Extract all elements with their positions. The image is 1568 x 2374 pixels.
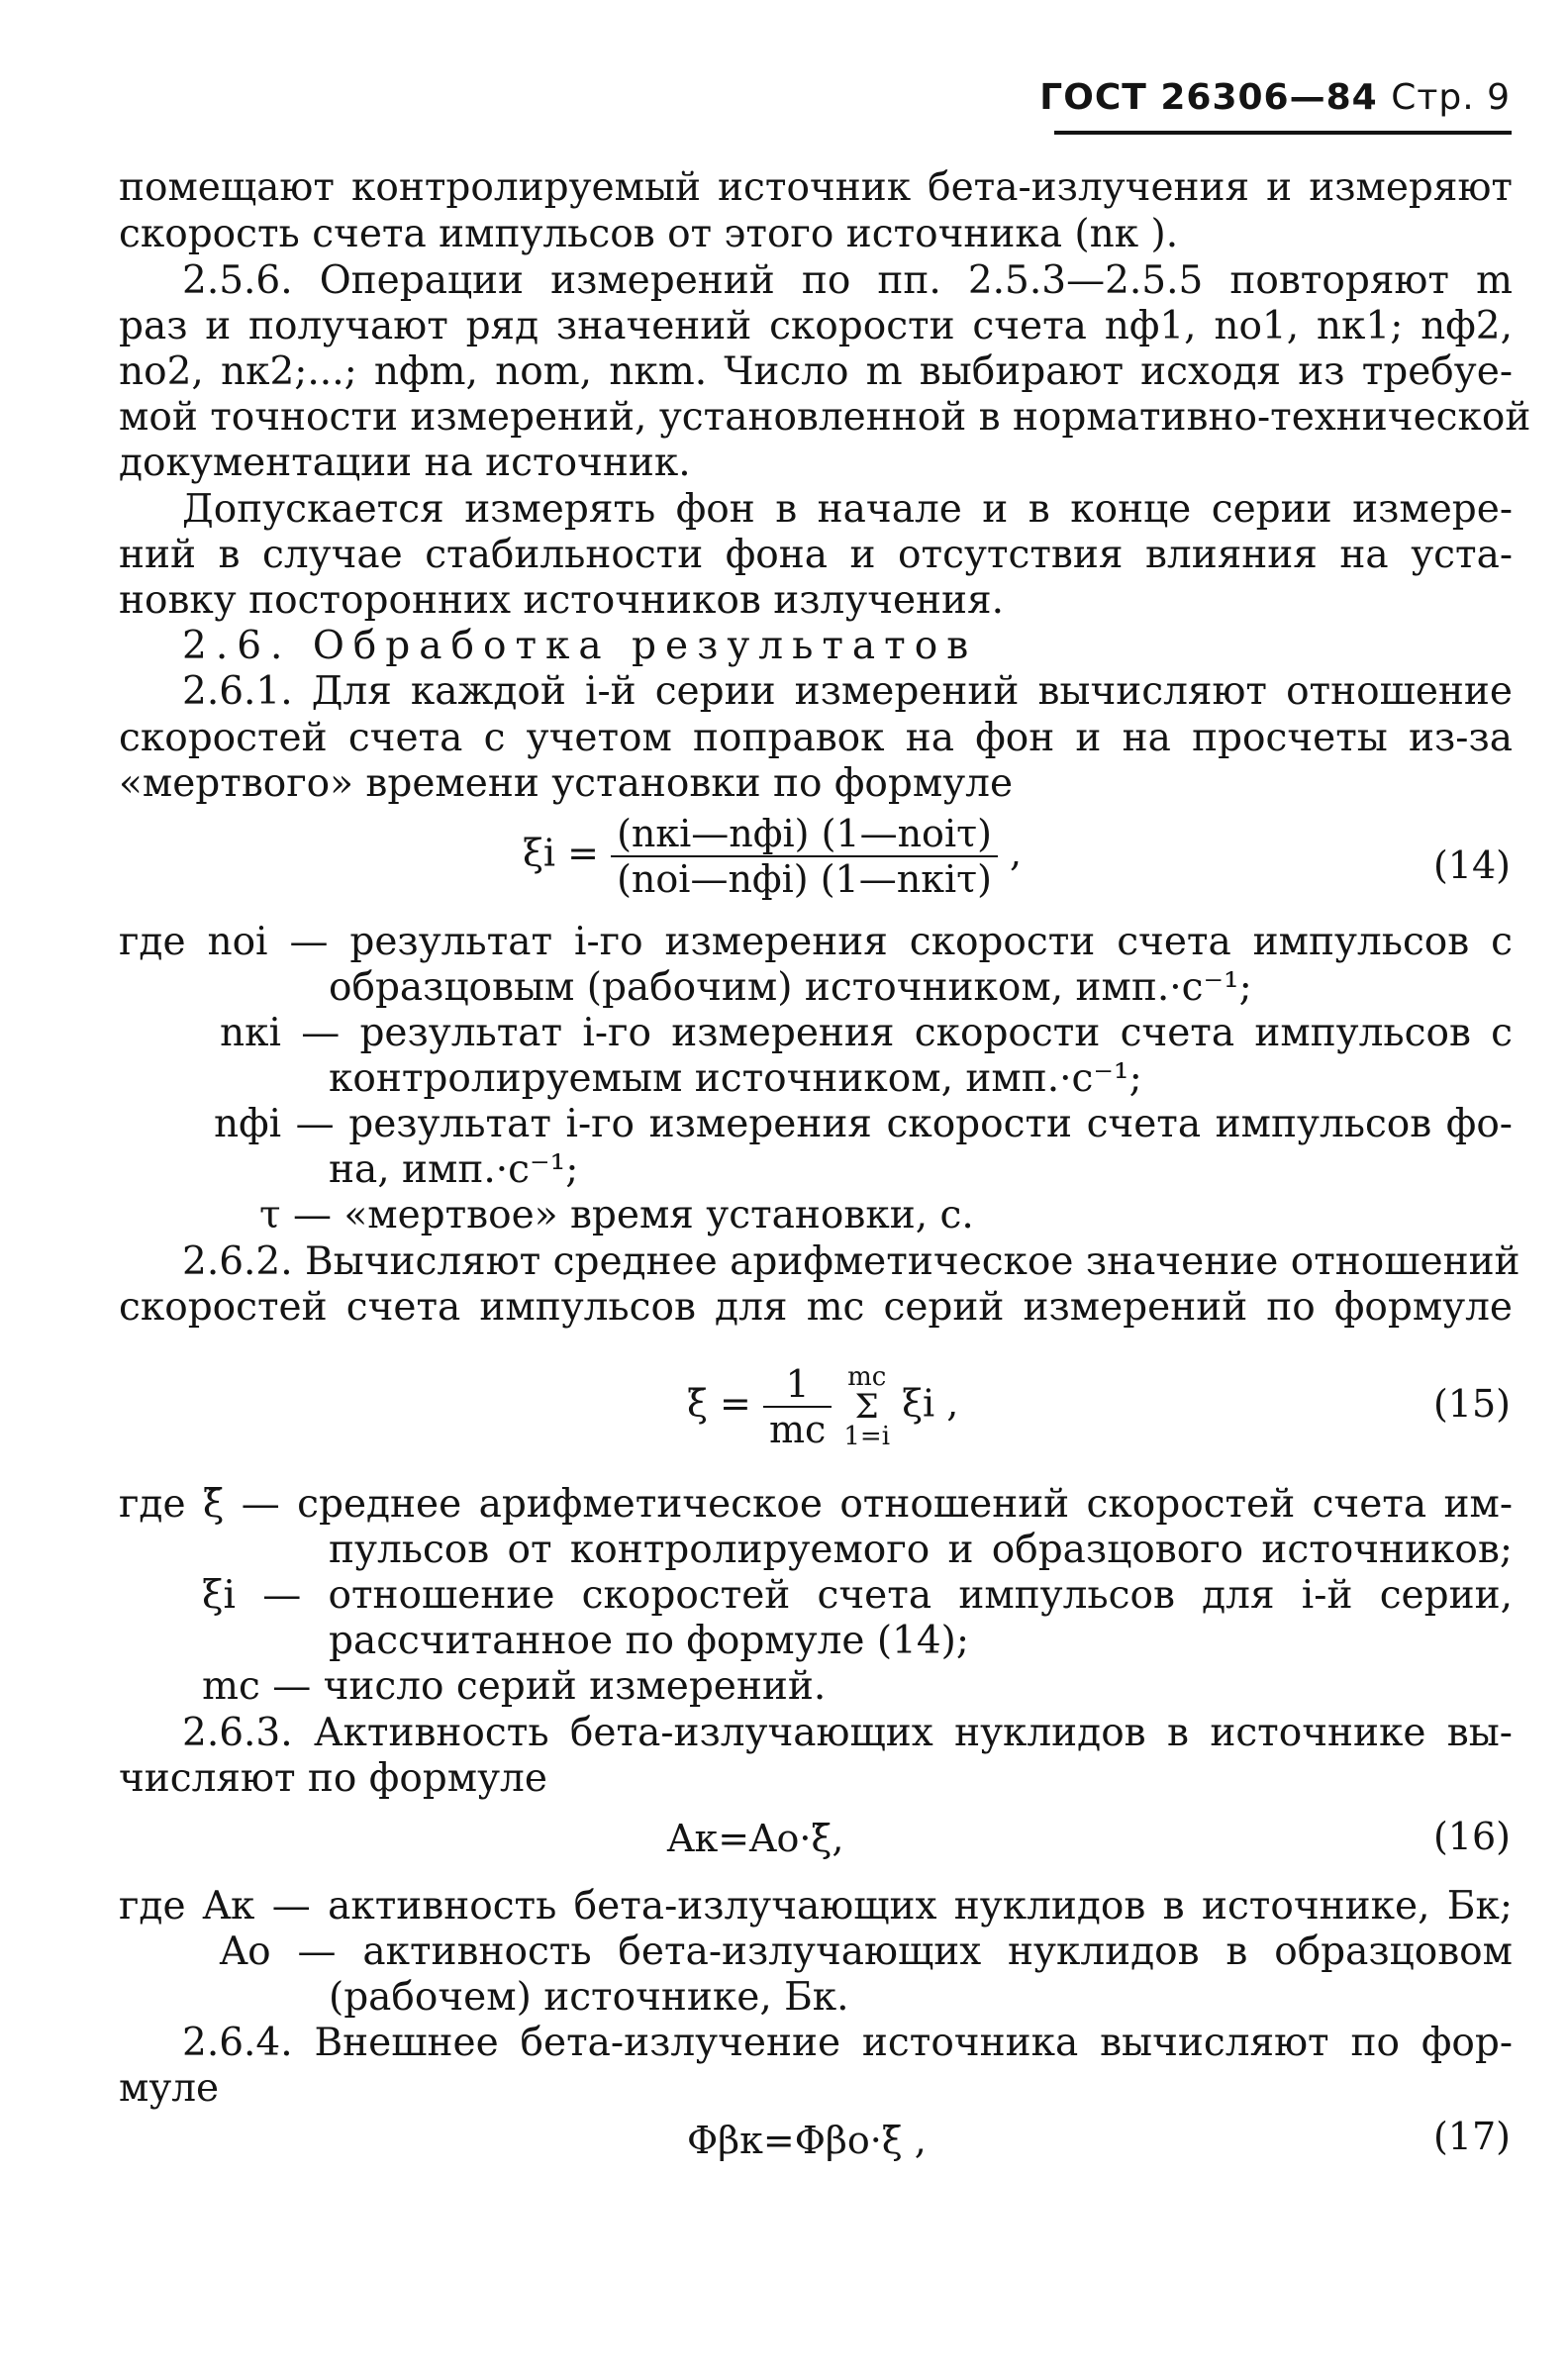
definition-line: где Aк — активность бета-излучающих нуклидов в источнике, Бк; (119, 1884, 1513, 1929)
definition-line: рассчитанное по формуле (14); (329, 1619, 970, 1663)
formula-15-numerator: 1 (763, 1362, 832, 1408)
equation-number-17: (17) (1432, 2115, 1511, 2158)
page-header (1039, 77, 1511, 118)
formula-15-fraction (763, 1362, 832, 1451)
formula-14-lhs: ξi = (523, 831, 600, 875)
formula-14-denominator: (nоi—nфi) (1—nкiτ) (617, 857, 992, 901)
formula-16: Aк=Aо·ξ̄, (667, 1817, 844, 1860)
text-line: 2.6.1. Для каждой i-й серии измерений вычисляют отношение (182, 669, 1513, 714)
definition-line: mс — число серий измерений. (202, 1664, 827, 1709)
formula-17: Φβк=Φβо·ξ̄ , (687, 2119, 927, 2162)
definition-line: (рабочем) источнике, Бк. (329, 1975, 849, 2020)
text-line: мой точности измерений, установленной в нормативно-технической (119, 395, 1531, 440)
formula-14-tail: , (1010, 831, 1023, 875)
equation-number-16: (16) (1432, 1815, 1511, 1858)
equation-number-15: (15) (1432, 1382, 1511, 1426)
text-line: документации на источник. (119, 441, 691, 485)
definition-line: где ξ̄ — среднее арифметическое отношений скоростей счета им- (119, 1482, 1513, 1527)
text-line: новку посторонних источников излучения. (119, 578, 1005, 623)
text-line: 2.5.6. Операции измерений по пп. 2.5.3—2.5.5 повторяют m (182, 258, 1513, 303)
definition-line: где nоi — результат i-го измерения скорости счета импульсов с (119, 920, 1513, 964)
definition-line: nкi — результат i-го измерения скорости счета импульсов с (220, 1011, 1513, 1055)
formula-14-numerator: (nкi—nфi) (1—nоiτ) (611, 812, 998, 857)
definition-line: на, имп.·с⁻¹; (329, 1147, 579, 1192)
formula-15-lhs: ξ̄ = (687, 1381, 751, 1426)
text-line: Допускается измерять фон в начале и в конце серии измере- (182, 487, 1513, 532)
text-line: числяют по формуле (119, 1756, 547, 1801)
text-line: 2.6.2. Вычисляют среднее арифметическое значение отношений (182, 1239, 1520, 1284)
section-heading: 2.6. Обработка результатов (182, 624, 978, 668)
definition-line: пульсов от контролируемого и образцового источников; (329, 1528, 1513, 1572)
definition-line: nфi — результат i-го измерения скорости счета импульсов фо- (214, 1102, 1513, 1146)
definition-line: Aо — активность бета-излучающих нуклидов в образцовом (220, 1929, 1513, 1974)
definition-line: контролируемым источником, имп.·с⁻¹; (329, 1056, 1142, 1101)
formula-14-fraction (611, 812, 998, 901)
formula-15-denominator: mс (768, 1408, 827, 1451)
definition-line: τ — «мертвое» время установки, с. (259, 1193, 974, 1237)
formula-14 (523, 812, 1022, 901)
text-line: раз и получают ряд значений скорости счета nф1, nо1, nк1; nф2, (119, 304, 1513, 348)
gost-number: ГОСТ 26306—84 (1039, 77, 1378, 118)
formula-15 (687, 1362, 958, 1451)
text-line: 2.6.4. Внешнее бета-излучение источника вычисляют по фор- (182, 2021, 1513, 2065)
formula-15-rhs: ξi , (902, 1381, 959, 1426)
formula-15-sum-bottom: 1=i (843, 1422, 891, 1451)
text-line: помещают контролируемый источник бета-излучения и измеряют (119, 165, 1513, 210)
text-line: 2.6.3. Активность бета-излучающих нуклидов в источнике вы- (182, 1711, 1513, 1755)
page-number: Стр. 9 (1391, 77, 1511, 118)
equation-number-14: (14) (1432, 843, 1511, 887)
text-line: «мертвого» времени установки по формуле (119, 761, 1014, 806)
header-rule (1054, 131, 1512, 135)
text-line: муле (119, 2066, 220, 2111)
text-line: скоростей счета импульсов для mс серий измерений по формуле (119, 1285, 1513, 1330)
formula-15-sum-top: mс (847, 1362, 887, 1392)
text-line: ний в случае стабильности фона и отсутствия влияния на уста- (119, 533, 1513, 577)
text-line: скорость счета импульсов от этого источника (nк ). (119, 212, 1179, 256)
text-line: скоростей счета с учетом поправок на фон и на просчеты из-за (119, 716, 1513, 760)
formula-15-sigma: Σ (854, 1387, 879, 1427)
formula-15-sum (843, 1362, 890, 1451)
text-line: nо2, nк2;...; nфm, nоm, nкm. Число m выбирают исходя из требуе- (119, 349, 1513, 394)
definition-line: ξi — отношение скоростей счета импульсов для i-й серии, (202, 1573, 1513, 1618)
definition-line: образцовым (рабочим) источником, имп.·с⁻¹; (329, 965, 1252, 1010)
